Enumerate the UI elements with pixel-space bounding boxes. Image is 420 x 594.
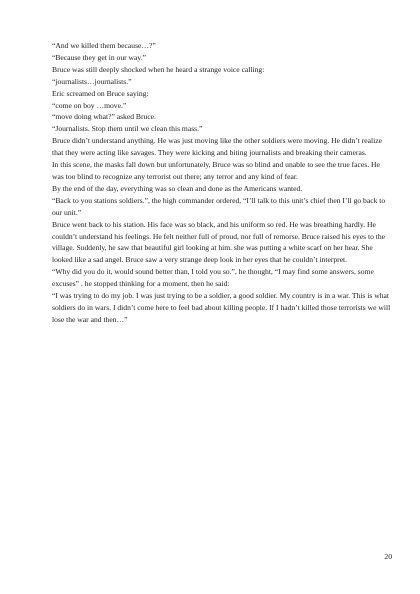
paragraph: “move doing what?” asked Bruce.: [52, 112, 156, 122]
paragraph: “Why did you do it, would sound better than, I told you so.”, he thought, “I may find some answers, some excuses” . he stopped thinking for a moment, then he said:: [52, 267, 374, 289]
paragraph: In this scene, the masks fall down but unfortunately, Bruce was so blind and unable to see the true faces. He was too blind to recognize any terrorist out there; any terror and any kind of fear.: [52, 160, 380, 181]
paragraph: “Because they get in our way.”: [52, 52, 146, 62]
paragraph: By the end of the day, everything was so clean and done as the Americans wanted.: [52, 183, 303, 193]
paragraph: “Back to you stations soldiers.”, the high commander ordered, “I’ll talk to this unit’s chief then I’ll go back to our unit.”: [52, 195, 386, 217]
paragraph: “I was trying to do my job. I was just trying to be a soldier, a good soldier. My country is in a war. This is what soldiers do in wars. I didn’t come here to feel bad about killing people. If I hadn’t killed those terrorists we will lose the war and then…”: [52, 291, 391, 324]
paragraph: “And we killed them because…?”: [52, 41, 156, 50]
paragraph: Bruce didn’t understand anything. He was just moving like the other soldiers were moving. He didn’t realize that they were acting like savages. They were kicking and biting journalists and breaking their cameras.: [52, 136, 382, 158]
document-body: [52, 40, 392, 326]
paragraph: Bruce went back to his station. His face was so black, and his uniform so red. He was breathing hardly. He couldn’t understand his feelings. He felt neither full of proud, nor full of remorse. Bruce raised his eyes to the village. Suddenly, he saw that beautiful girl looking at him. she was putting a white scarf on her hear. She looked like a sad angel. Bruce saw a very strange deep look in her eyes that he couldn’t interpret.: [52, 219, 386, 265]
paragraph: Bruce was still deeply shocked when he heard a strange voice calling:: [52, 64, 265, 74]
paragraph: “journalists…journalists.”: [52, 76, 132, 86]
paragraph: “Journalists. Stop them until we clean this mass.”: [52, 124, 203, 134]
page-number: 20: [384, 552, 392, 561]
paragraph: “come on boy …move.”: [52, 100, 127, 110]
paragraph: Eric screamed on Bruce saying:: [52, 88, 149, 98]
